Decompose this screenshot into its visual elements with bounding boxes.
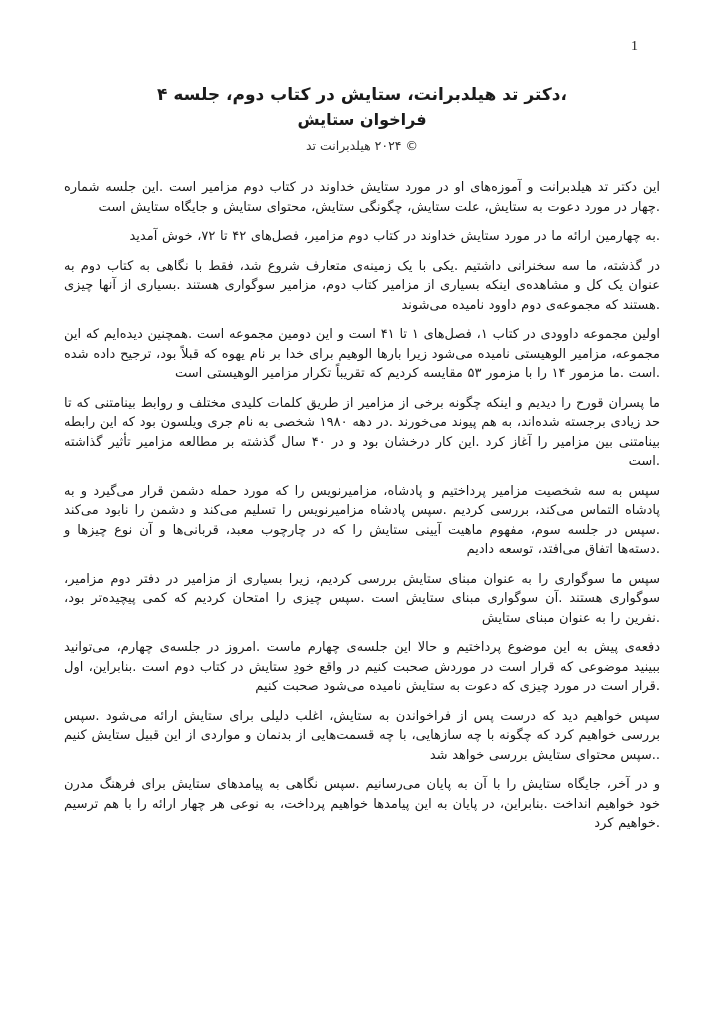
document-subtitle: فراخوان ستایش (297, 110, 427, 129)
document-body (64, 178, 660, 834)
document-header (0, 0, 724, 155)
copyright-line: © ۲۰۲۴ هیلدبرانت تد (306, 138, 418, 153)
body-paragraph: در گذشته، ما سه سخنرانی داشتیم .یکی با یک زمینه‌ی متعارف شروع شد، فقط با نگاهی به کتاب دوم به عنوان یک کل و مشاهده‌ی اینکه بسیاری از مزامیر کتاب دوم، مزامیر سوگواری هستند .بسیاری از آنها چیزی هستند که مجموعه‌ی دوم داوود نامیده می‌شوند. (64, 258, 660, 313)
body-paragraph: ما پسران قورح را دیدیم و اینکه چگونه برخی از مزامیر از طریق کلمات کلیدی مختلف و روابط بینامتنی که تا حد زیادی برجسته شده‌اند، به هم پیوند می‌خورند .در دهه ۱۹۸۰ شخصی به نام جری ویلسون بود که این رابطه بینامتنی بین مزامیر را آغاز کرد .این کار درخشان بود و در ۴۰ سال گذشته بر مطالعه مزامیر تأثیر گذاشته است. (64, 395, 661, 469)
body-paragraph: به چهارمین ارائه ما در مورد ستایش خداوند در کتاب دوم مزامیر، فصل‌های ۴۲ تا ۷۲، خوش آمدید. (129, 229, 660, 244)
body-paragraph: این دکتر تد هیلدبرانت و آموزه‌های او در مورد ستایش خداوند در کتاب دوم مزامیر است .این جلسه شماره چهار در مورد دعوت به ستایش، علت ستایش، چگونگی ستایش، محتوای ستایش و جایگاه ستایش است. (64, 180, 660, 215)
body-paragraph: و در آخر، جایگاه ستایش را با آن به پایان می‌رسانیم .سپس نگاهی به پیامدهای ستایش برای فرهنگ مدرن خود خواهیم انداخت .بنابراین، در پایان به این پیامدها خواهیم پرداخت، به نوعی هر چهار ارائه را با هم ترسیم خواهیم کرد. (64, 777, 660, 831)
document-title: دکتر تد هیلدبرانت، ستایش در کتاب دوم، جلسه ۴، (157, 85, 567, 105)
body-paragraph: سپس ما سوگواری را به عنوان مبنای ستایش بررسی کردیم، زیرا بسیاری از مزامیر در دفتر دوم مزامیر، سوگواری هستند .آن سوگواری مبنای ستایش است .سپس چیزی را امتحان کردیم که کمی پیچیده‌تر بود، نفرین را به عنوان مبنای ستایش. (64, 571, 660, 626)
body-paragraph: سپس خواهیم دید که درست پس از فراخواندن به ستایش، اغلب دلیلی برای ستایش ارائه می‌شود .سپس بررسی خواهیم کرد که چگونه با چه سازهایی، با چه قسمت‌هایی از بدنمان و مواردی از این قبیل ستایش کنیم .سپس محتوای ستایش بررسی خواهد شد. (64, 708, 660, 763)
body-paragraph: سپس به سه شخصیت مزامیر پرداختیم و پادشاه، مزامیرنویس را که مورد حمله دشمن قرار می‌گیرد و به پادشاه التماس می‌کند، بررسی کردیم .سپس پادشاه مزامیرنویس را تسلیم می‌کند و دشمن را نابود می‌کند .سپس در جلسه سوم، مفهوم ماهیت آیینی ستایش را که در چارچوب معبد، قربانی‌ها و آن نوع چیزها و دسته‌ها اتفاق می‌افتد، توسعه دادیم. (64, 483, 660, 557)
body-paragraph: دفعه‌ی پیش به این موضوع پرداختیم و حالا این جلسه‌ی چهارم ماست .امروز در جلسه‌ی چهارم، می‌توانید ببینید موضوعی که قرار است در موردش صحبت کنیم در واقع خودِ ستایش در کتاب دوم است .بنابراین، اول قرار است در مورد چیزی که دعوت به ستایش نامیده می‌شود صحبت کنیم. (64, 640, 660, 694)
page-number: 1 (631, 39, 638, 54)
body-paragraph: اولین مجموعه داوودی در کتاب ۱، فصل‌های ۱ تا ۴۱ است و این دومین مجموعه است .همچنین دیده‌ایم که این مجموعه، مزامیر الوهیستی نامیده می‌شود زیرا بارها الوهیم برای خدا بر نام یهوه که قبلاً بود، ترجیح داده شده است .ما مزمور ۱۴ را با مزمور ۵۳ مقایسه کردیم که تقریباً تکرار مزامیر الوهیستی است. (64, 327, 661, 381)
